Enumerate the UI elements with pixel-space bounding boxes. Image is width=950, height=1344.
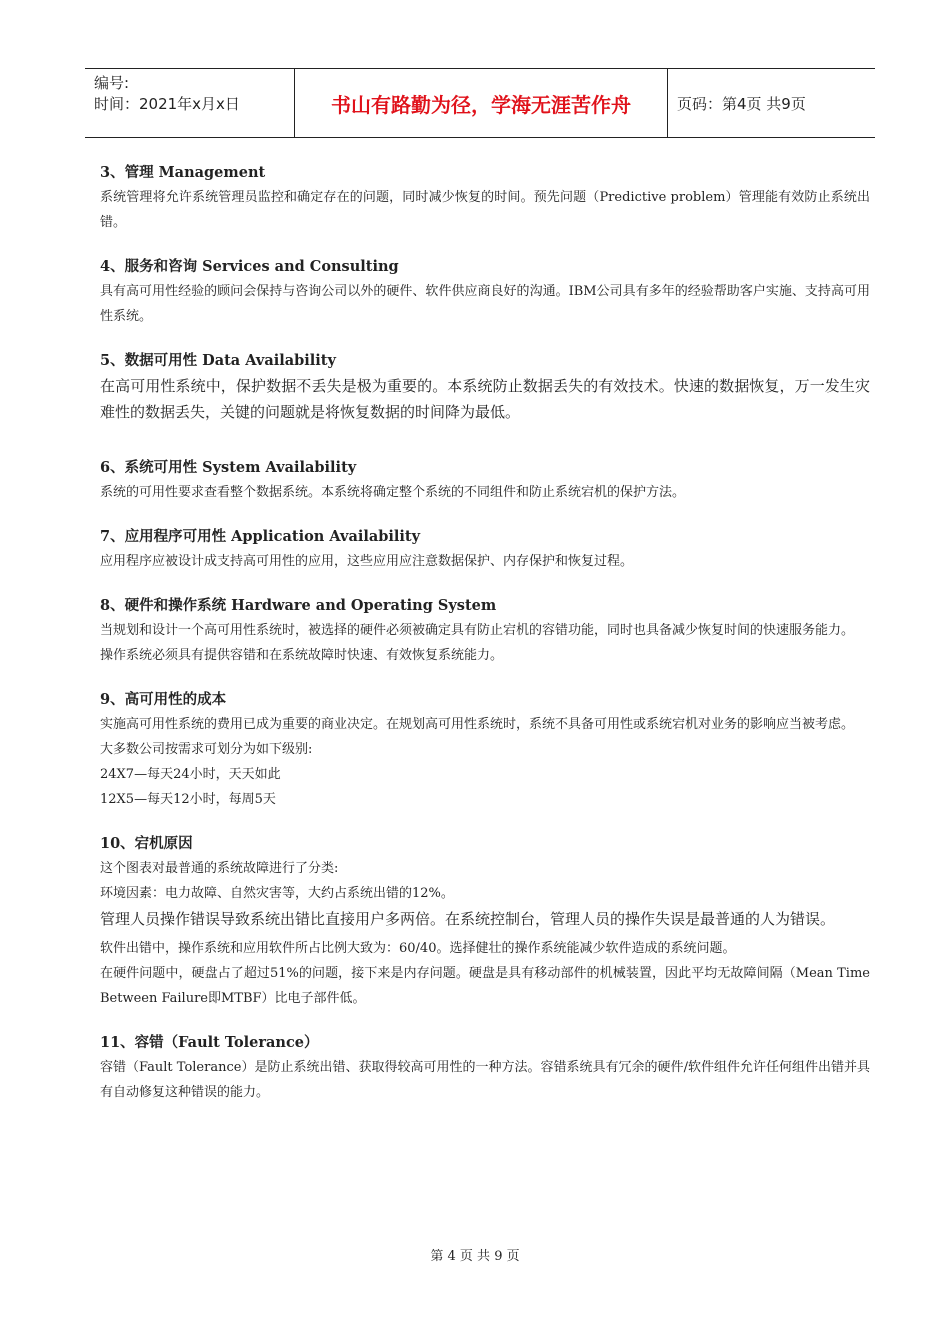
section-services-consulting	[100, 254, 870, 329]
page-header	[85, 68, 875, 138]
paragraph: 容错（Fault Tolerance）是防止系统出错、获取得较高可用性的一种方法。容错系统具有冗余的硬件/软件组件允许任何组件出错并具有自动修复这种错误的能力。	[100, 1060, 870, 1100]
section-system-availability	[100, 455, 870, 505]
paragraph: 操作系统必须具有提供容错和在系统故障时快速、有效恢复系统能力。	[100, 648, 504, 663]
paragraph: 12X5—每天12小时，每周5天	[100, 792, 276, 807]
section-heading: 6、系统可用性 System Availability	[100, 459, 357, 476]
document-body	[100, 160, 870, 1124]
section-heading: 9、高可用性的成本	[100, 691, 227, 708]
section-heading: 7、应用程序可用性 Application Availability	[100, 528, 421, 545]
paragraph: 在硬件问题中，硬盘占了超过51%的问题，接下来是内存问题。硬盘是具有移动部件的机械装置，因此平均无故障间隔（Mean Time Between Failure即MTBF）比电子部件低。	[100, 966, 870, 1006]
section-management	[100, 160, 870, 235]
section-fault-tolerance	[100, 1030, 870, 1105]
paragraph: 大多数公司按需求可划分为如下级别:	[100, 742, 313, 757]
paragraph: 应用程序应被设计成支持高可用性的应用，这些应用应注意数据保护、内存保护和恢复过程。	[100, 554, 634, 569]
section-heading: 10、宕机原因	[100, 835, 193, 852]
paragraph: 实施高可用性系统的费用已成为重要的商业决定。在规划高可用性系统时，系统不具备可用性或系统宕机对业务的影响应当被考虑。	[100, 717, 855, 732]
section-heading: 4、服务和咨询 Services and Consulting	[100, 258, 399, 275]
section-hardware-os	[100, 593, 870, 668]
section-heading: 3、管理 Management	[100, 164, 266, 181]
paragraph: 24X7—每天24小时，天天如此	[100, 767, 281, 782]
section-heading: 11、容错（Fault Tolerance）	[100, 1034, 319, 1051]
paragraph: 在高可用性系统中，保护数据不丢失是极为重要的。本系统防止数据丢失的有效技术。快速的数据恢复，万一发生灾难性的数据丢失，关键的问题就是将恢复数据的时间降为最低。	[100, 377, 870, 421]
header-date-label: 时间：2021年x月x日	[94, 95, 240, 113]
section-application-availability	[100, 524, 870, 574]
header-id-label: 编号:	[94, 74, 130, 92]
paragraph: 系统的可用性要求查看整个数据系统。本系统将确定整个系统的不同组件和防止系统宕机的保护方法。	[100, 485, 686, 500]
section-downtime-causes	[100, 831, 870, 1011]
header-page-label: 页码：第4页 共9页	[677, 94, 806, 113]
paragraph: 具有高可用性经验的顾问会保持与咨询公司以外的硬件、软件供应商良好的沟通。IBM公司具有多年的经验帮助客户实施、支持高可用性系统。	[100, 284, 870, 324]
section-cost	[100, 687, 870, 812]
paragraph: 管理人员操作错误导致系统出错比直接用户多两倍。在系统控制台，管理人员的操作失误是最普通的人为错误。	[100, 910, 836, 928]
paragraph: 这个图表对最普通的系统故障进行了分类:	[100, 861, 339, 876]
paragraph: 当规划和设计一个高可用性系统时，被选择的硬件必须被确定具有防止宕机的容错功能，同时也具备减少恢复时间的快速服务能力。	[100, 623, 855, 638]
section-heading: 5、数据可用性 Data Availability	[100, 352, 336, 369]
header-motto: 书山有路勤为径，学海无涯苦作舟	[295, 69, 668, 137]
header-meta	[85, 69, 295, 137]
paragraph: 系统管理将允许系统管理员监控和确定存在的问题，同时减少恢复的时间。预先问题（Predictive problem）管理能有效防止系统出错。	[100, 190, 870, 230]
paragraph: 环境因素：电力故障、自然灾害等，大约占系统出错的12%。	[100, 886, 454, 901]
page-footer: 第 4 页 共 9 页	[430, 1249, 520, 1264]
section-data-availability	[100, 348, 870, 425]
paragraph: 软件出错中，操作系统和应用软件所占比例大致为：60/40。选择健壮的操作系统能减少软件造成的系统问题。	[100, 941, 736, 956]
section-heading: 8、硬件和操作系统 Hardware and Operating System	[100, 597, 497, 614]
